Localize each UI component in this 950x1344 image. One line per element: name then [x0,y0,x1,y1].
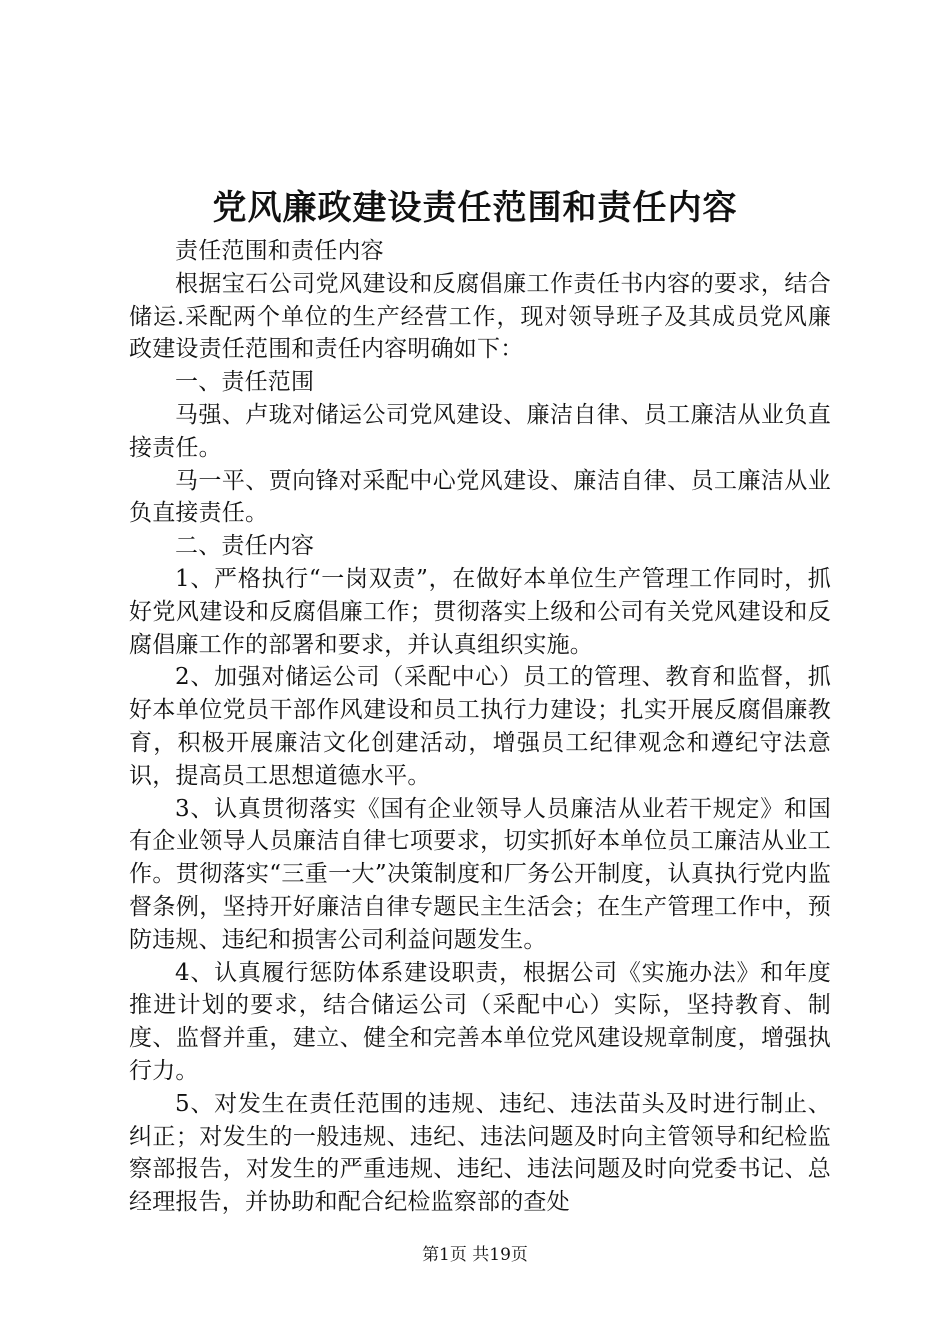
list-item: 2、加强对储运公司（采配中心）员工的管理、教育和监督，抓好本单位党员干部作风建设和员工执行力建设；扎实开展反腐倡廉教育，积极开展廉洁文化创建活动，增强员工纪律观念和遵纪守法意识，提高员工思想道德水平。 [129,664,831,789]
list-item: 5、对发生在责任范围的违规、违纪、违法苗头及时进行制止、纠正；对发生的一般违规、违纪、违法问题及时向主管领导和纪检监察部报告，对发生的严重违规、违纪、违法问题及时向党委书记、总经理报告，并协助和配合纪检监察部的查处 [129,1090,831,1216]
section-heading: 二、责任内容 [175,533,315,560]
section-heading: 一、责任范围 [175,369,315,396]
list-item: 1、严格执行“一岗双责”，在做好本单位生产管理工作同时，抓好党风建设和反腐倡廉工作；贯彻落实上级和公司有关党风建设和反腐倡廉工作的部署和要求，并认真组织实施。 [129,565,831,658]
list-item: 3、认真贯彻落实《国有企业领导人员廉洁从业若干规定》和国有企业领导人员廉洁自律七项要求，切实抓好本单位员工廉洁从业工作。贯彻落实“三重一大”决策制度和厂务公开制度，认真执行党内监督条例，坚持开好廉洁自律专题民主生活会；在生产管理工作中，预防违规、违纪和损害公司利益问题发生。 [129,795,831,953]
paragraph: 马强、卢珑对储运公司党风建设、廉洁自律、员工廉洁从业负直接责任。 [129,401,831,461]
paragraph: 马一平、贾向锋对采配中心党风建设、廉洁自律、员工廉洁从业负直接责任。 [129,467,831,527]
document-title: 党风廉政建设责任范围和责任内容 [212,188,738,228]
page-number-footer: 第1页 共19页 [422,1245,528,1265]
document-body [129,235,831,1219]
paragraph: 根据宝石公司党风建设和反腐倡廉工作责任书内容的要求，结合储运.采配两个单位的生产经营工作，现对领导班子及其成员党风廉政建设责任范围和责任内容明确如下： [129,270,831,363]
paragraph: 责任范围和责任内容 [175,238,384,264]
list-item: 4、认真履行惩防体系建设职责，根据公司《实施办法》和年度推进计划的要求，结合储运公司（采配中心）实际，坚持教育、制度、监督并重，建立、健全和完善本单位党风建设规章制度，增强执行力。 [129,959,831,1084]
